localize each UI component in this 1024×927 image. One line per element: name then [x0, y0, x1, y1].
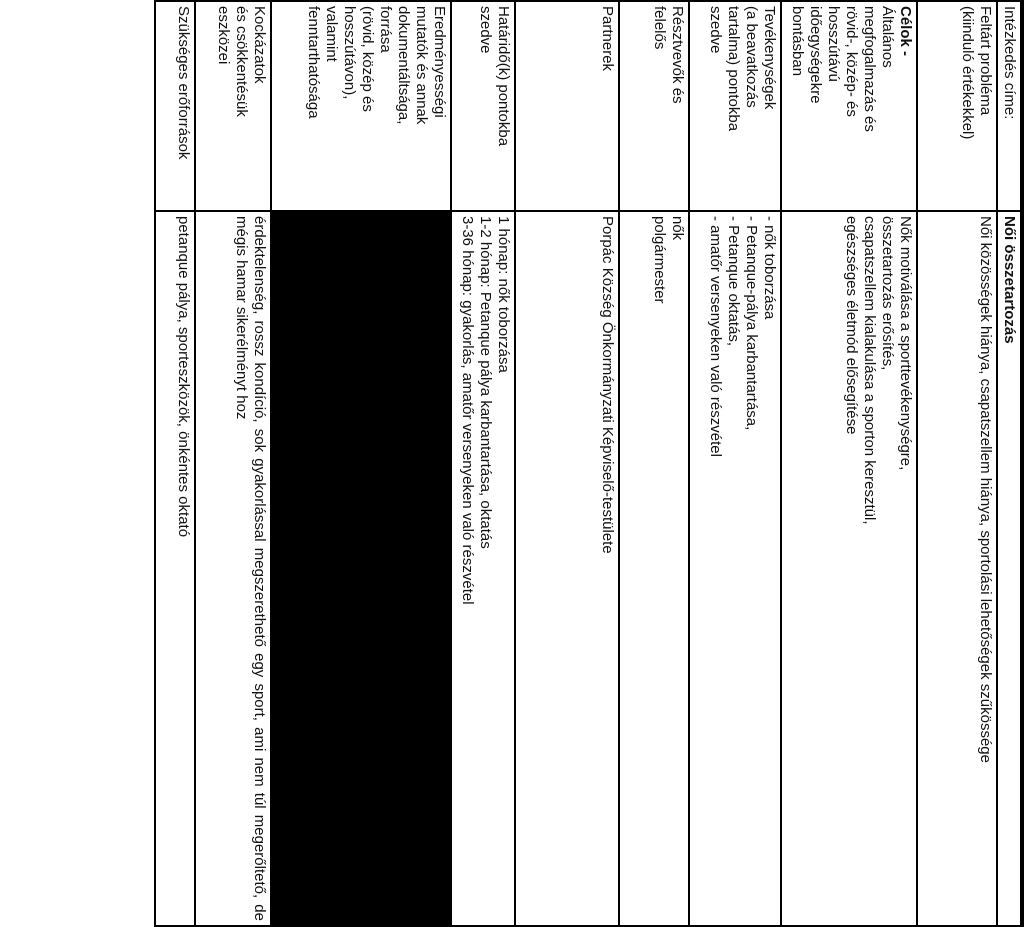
deadlines-value: 1 hónap: nők toborzása 1-2 hónap: Petanque pálya karbantartása, oktatás 3-36 hónap: gyakorlás, amatőr versenyeken való részvétel — [451, 211, 515, 926]
table-row — [155, 1, 195, 926]
resources-label: Szükséges erőforrások — [155, 1, 195, 211]
participants-label: Résztvevők és felelős — [619, 1, 689, 211]
table-row — [451, 1, 515, 926]
indicators-label: Eredményességi mutatók és annak dokumentáltsága, forrása (rövid, közép és hosszútávon), valamint fenntarthatósága — [271, 1, 451, 211]
table-row — [195, 1, 271, 926]
table-row — [619, 1, 689, 926]
table-row — [997, 1, 1022, 926]
indicators-value-redacted — [271, 211, 451, 926]
resources-value: petanque pálya, sporteszközök, önkéntes oktató — [155, 211, 195, 926]
risks-value: érdektelenség, rossz kondíció, sok gyakorlással megszerethető egy sport, ami nem túl megerőltető, de mégis hamar sikerélményt hoz — [195, 211, 271, 926]
title-label: Intézkedés címe: — [997, 1, 1022, 211]
goals-label-heading: Célok - — [897, 6, 914, 57]
goals-value: Nők motiválása a sporttevékenységre, összetartozás erősítés, csapatszellem kialakulása a sporton keresztül, egészséges életmód elősegítése — [781, 211, 917, 926]
partners-label: Partnerek — [515, 1, 619, 211]
table-row — [515, 1, 619, 926]
action-plan-table — [154, 0, 1024, 927]
table-row — [917, 1, 997, 926]
goals-label-text: Általános megfogalmazás és rövid-, közép- és hosszútávú időegységekre bontásban — [789, 6, 896, 132]
problem-value: Női közösségek hiánya, csapatszellem hiánya, sportolási lehetőségek szűkössége — [917, 211, 997, 926]
activities-value: - nők toborzása - Petanque-pálya karbantartása, - Petanque oktatás, - amatőr versenyeken való részvétel — [689, 211, 781, 926]
table-row — [271, 1, 451, 926]
risks-label: Kockázatok és csökkentésük eszközei — [195, 1, 271, 211]
table-row — [781, 1, 917, 926]
deadlines-label: Határidő(k) pontokba szedve — [451, 1, 515, 211]
problem-label: Feltárt probléma (kiinduló értékekkel) — [917, 1, 997, 211]
title-value: Női összetartozás — [997, 211, 1022, 926]
goals-label — [781, 1, 917, 211]
activities-label: Tevékenységek (a beavatkozás tartalma) pontokba szedve — [689, 1, 781, 211]
participants-value: nők polgármester — [619, 211, 689, 926]
table-row — [689, 1, 781, 926]
partners-value: Porpác Község Önkormányzati Képviselő-testülete — [515, 211, 619, 926]
